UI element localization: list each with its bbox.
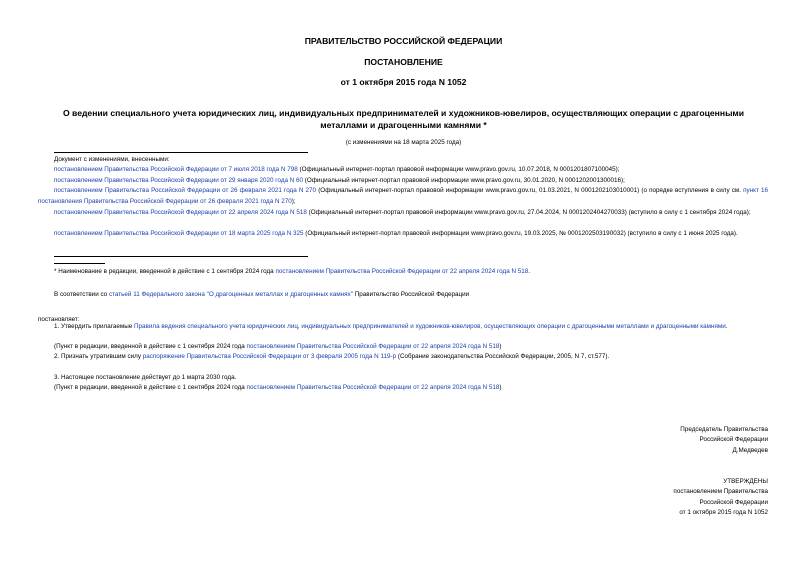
document-title: О ведении специального учета юридических лиц, индивидуальных предпринимателей и художников-ювелиров, осуществляющих операции с драгоценными металлами и драгоценными камнями * xyxy=(62,108,745,130)
paragraph-3: 3. Настоящее постановление действует до 1 марта 2030 года. xyxy=(54,374,237,381)
approval-date: от 1 октября 2015 года N 1052 xyxy=(679,508,768,516)
footnote-link[interactable]: постановлением Правительства Российской Федерации от 22 апреля 2024 года N 518 xyxy=(275,268,529,275)
change-link[interactable]: постановлением Правительства Российской Федерации от 26 февраля 2021 года N 270 xyxy=(54,187,317,194)
change-link[interactable]: постановлением Правительства Российской Федерации от 18 марта 2025 года N 325 xyxy=(54,230,304,237)
paragraph-3-note: (Пункт в редакции, введенной в действие с 1 сентября 2024 года постановлением Правительства Российской Федерации от 22 апреля 2024 года N 518) xyxy=(54,384,502,391)
changes-intro: Документ с изменениями, внесенными: xyxy=(54,156,170,163)
amendment-link[interactable]: постановлением Правительства Российской Федерации от 22 апреля 2024 года N 518 xyxy=(246,343,500,350)
change-item: постановлением Правительства Российской Федерации от 26 февраля 2021 года N 270 (Официальный интернет-портал правовой информации www.pravo.gov.ru, 01.03.2021, N 0001202103010001) (о порядке вступления в силу см. пункт 16 постановления Правительства Российской Федерации от 26 февраля 2021 года N 270); xyxy=(38,187,768,205)
approval-line: Российской Федерации xyxy=(699,498,768,506)
change-item: постановлением Правительства Российской Федерации от 18 марта 2025 года N 325 (Официальный интернет-портал правовой информации www.pravo.gov.ru, 19.03.2025, № 0001202503190032) (вступило в силу с 1 июня 2025 года). xyxy=(54,230,738,237)
preamble: В соответствии со статьей 11 Федерального закона "О драгоценных металлах и драгоценных камнях" Правительство Российской Федерации xyxy=(54,291,470,298)
document-type: ПОСТАНОВЛЕНИЕ xyxy=(364,57,443,67)
decrees-word: постановляет: xyxy=(38,316,80,323)
document-date: от 1 октября 2015 года N 1052 xyxy=(340,77,467,87)
signature-position: Председатель Правительства xyxy=(680,426,768,433)
approval-line: постановлением Правительства xyxy=(673,488,768,496)
signature-block xyxy=(600,425,768,456)
signature-name: Д.Медведев xyxy=(732,446,768,454)
paragraph-2: 2. Признать утратившим силу распоряжение Правительства Российской Федерации от 3 февраля 2005 года N 119-р (Собрание законодательства Российской Федерации, 2005, N 7, ст.577). xyxy=(54,353,610,360)
divider xyxy=(54,256,308,257)
paragraph-1: 1. Утвердить прилагаемые Правила ведения специального учета юридических лиц, индивидуальных предпринимателей и художников-ювелиров, осуществляющих операции с драгоценными металлами и драгоценными камнями. xyxy=(54,323,728,330)
change-item: постановлением Правительства Российской Федерации от 7 июля 2018 года N 798 (Официальный интернет-портал правовой информации www.pravo.gov.ru, 10.07.2018, N 0001201807100045); xyxy=(54,166,620,173)
change-link[interactable]: постановлением Правительства Российской Федерации от 7 июля 2018 года N 798 xyxy=(54,166,298,173)
signature-country: Российской Федерации xyxy=(699,436,768,444)
revision-note: (с изменениями на 18 марта 2025 года) xyxy=(345,139,462,146)
footnote-divider xyxy=(54,263,105,264)
law-link[interactable]: статьей 11 Федерального закона "О драгоценных металлах и драгоценных камнях" xyxy=(108,291,353,298)
change-link[interactable]: постановлением Правительства Российской Федерации от 22 апреля 2024 года N 518 xyxy=(54,209,307,216)
divider xyxy=(54,152,308,153)
government-heading: ПРАВИТЕЛЬСТВО РОССИЙСКОЙ ФЕДЕРАЦИИ xyxy=(304,36,503,46)
change-link[interactable]: пункт 16 постановления Правительства Российской Федерации от 26 февраля 2021 года N 270 xyxy=(38,187,768,205)
order-link[interactable]: распоряжение Правительства Российской Федерации от 3 февраля 2005 года N 119-р xyxy=(142,353,397,360)
approval-block xyxy=(600,477,768,518)
change-item: постановлением Правительства Российской Федерации от 29 января 2020 года N 60 (Официальный интернет-портал правовой информации www.pravo.gov.ru, 30.01.2020, N 0001202001300016); xyxy=(54,177,625,184)
footnote: * Наименование в редакции, введенной в действие с 1 сентября 2024 года постановлением Правительства Российской Федерации от 22 апреля 2024 года N 518. xyxy=(54,268,531,275)
amendment-link[interactable]: постановлением Правительства Российской Федерации от 22 апреля 2024 года N 518 xyxy=(246,384,500,391)
change-item: постановлением Правительства Российской Федерации от 22 апреля 2024 года N 518 (Официальный интернет-портал правовой информации www.pravo.gov.ru, 27.04.2024, N 0001202404270033) (вступило в силу с 1 сентября 2024 года); xyxy=(54,209,751,216)
paragraph-1-note: (Пункт в редакции, введенной в действие с 1 сентября 2024 года постановлением Правительства Российской Федерации от 22 апреля 2024 года N 518) xyxy=(54,343,502,350)
change-link[interactable]: постановлением Правительства Российской Федерации от 29 января 2020 года N 60 xyxy=(54,177,304,184)
approval-word: УТВЕРЖДЕНЫ xyxy=(723,478,768,485)
rules-link[interactable]: Правила ведения специального учета юридических лиц, индивидуальных предпринимателей и художников-ювелиров, осуществляющих операции с драгоценными металлами и драгоценными камнями xyxy=(134,323,726,330)
